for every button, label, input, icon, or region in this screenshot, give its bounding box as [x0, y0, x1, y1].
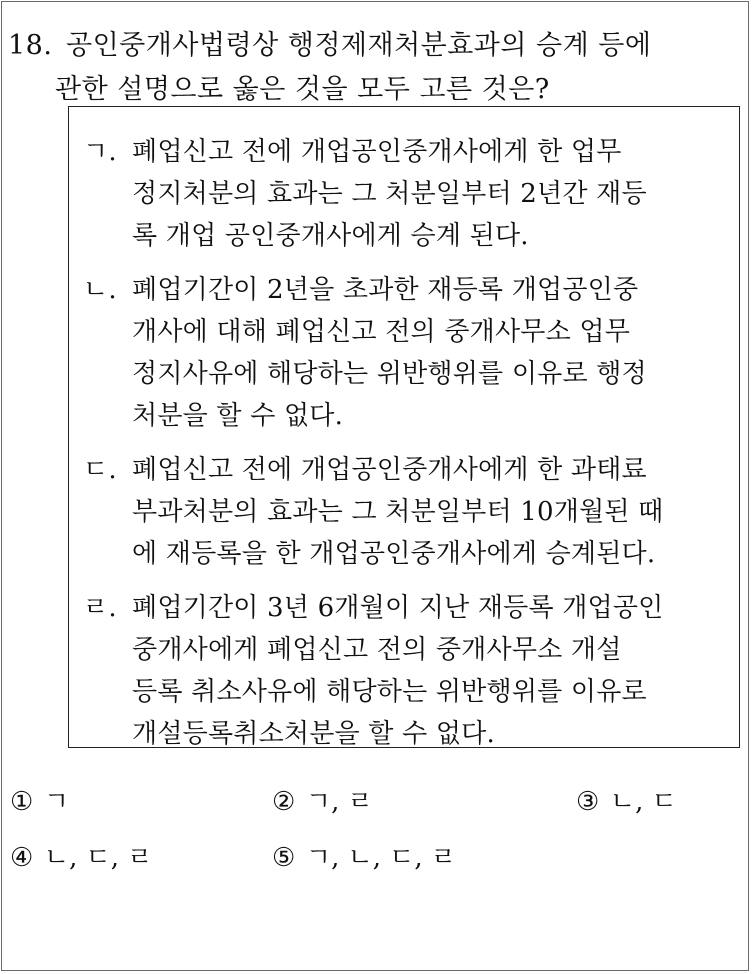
- choice-number: ④: [10, 843, 34, 873]
- answer-choices: [10, 782, 750, 882]
- choice-text: ㄱ: [44, 787, 70, 817]
- choice-text: ㄱ, ㄹ: [306, 787, 373, 817]
- statement-line: 중개사에게 폐업신고 전의 중개사무소 개설: [132, 635, 622, 665]
- choice-number: ⑤: [272, 843, 296, 873]
- answer-choice-3[interactable]: [576, 782, 677, 822]
- question-line-1: [8, 24, 748, 68]
- question-stem: [8, 24, 748, 112]
- statement-marker: ㄴ.: [83, 275, 117, 305]
- statement-line: 개사에 대해 폐업신고 전의 중개사무소 업무: [132, 317, 631, 347]
- statement-line: 처분을 할 수 없다.: [132, 401, 344, 431]
- choice-text: ㄱ, ㄴ, ㄷ, ㄹ: [306, 843, 457, 873]
- choice-text: ㄴ, ㄷ: [610, 787, 677, 817]
- statement-line: 폐업기간이 2년을 초과한 재등록 개업공인중: [132, 275, 639, 305]
- statement-line: 등록 취소사유에 해당하는 위반행위를 이유로: [132, 677, 647, 707]
- statement-box: [68, 106, 740, 748]
- statement-line: 폐업신고 전에 개업공인중개사에게 한 업무: [132, 137, 622, 167]
- answer-choice-2[interactable]: [272, 782, 373, 822]
- statement-item-b: [83, 269, 743, 437]
- statement-line: 정지처분의 효과는 그 처분일부터 2년간 재등: [132, 179, 647, 209]
- statement-marker: ㄹ.: [83, 593, 117, 623]
- answer-choice-5[interactable]: [272, 838, 456, 878]
- statement-marker: ㄱ.: [83, 137, 117, 167]
- choice-number: ③: [576, 787, 600, 817]
- statement-item-d: [83, 587, 743, 755]
- choice-text: ㄴ, ㄷ, ㄹ: [44, 843, 153, 873]
- choice-number: ①: [10, 787, 34, 817]
- statement-line: 부과처분의 효과는 그 처분일부터 10개월된 때: [132, 497, 664, 527]
- statement-item-c: [83, 449, 743, 575]
- answer-choice-4[interactable]: [10, 838, 152, 878]
- exam-page: [1, 1, 749, 971]
- statement-line: 에 재등록을 한 개업공인중개사에게 승계된다.: [132, 539, 656, 569]
- statement-line: 개설등록취소처분을 할 수 없다.: [132, 719, 495, 749]
- statement-line: 정지사유에 해당하는 위반행위를 이유로 행정: [132, 359, 647, 389]
- question-number: 18.: [8, 30, 53, 61]
- statement-line: 폐업신고 전에 개업공인중개사에게 한 과태료: [132, 455, 647, 485]
- question-text-line-1: 공인중개사법령상 행정제재처분효과의 승계 등에: [66, 30, 652, 61]
- statement-marker: ㄷ.: [83, 455, 117, 485]
- statement-line: 폐업기간이 3년 6개월이 지난 재등록 개업공인: [132, 593, 664, 623]
- answer-choice-1[interactable]: [10, 782, 69, 822]
- choice-number: ②: [272, 787, 296, 817]
- question-text-line-2: 관한 설명으로 옳은 것을 모두 고른 것은?: [55, 74, 550, 105]
- statement-item-a: [83, 131, 743, 257]
- statement-line: 록 개업 공인중개사에게 승계 된다.: [132, 221, 529, 251]
